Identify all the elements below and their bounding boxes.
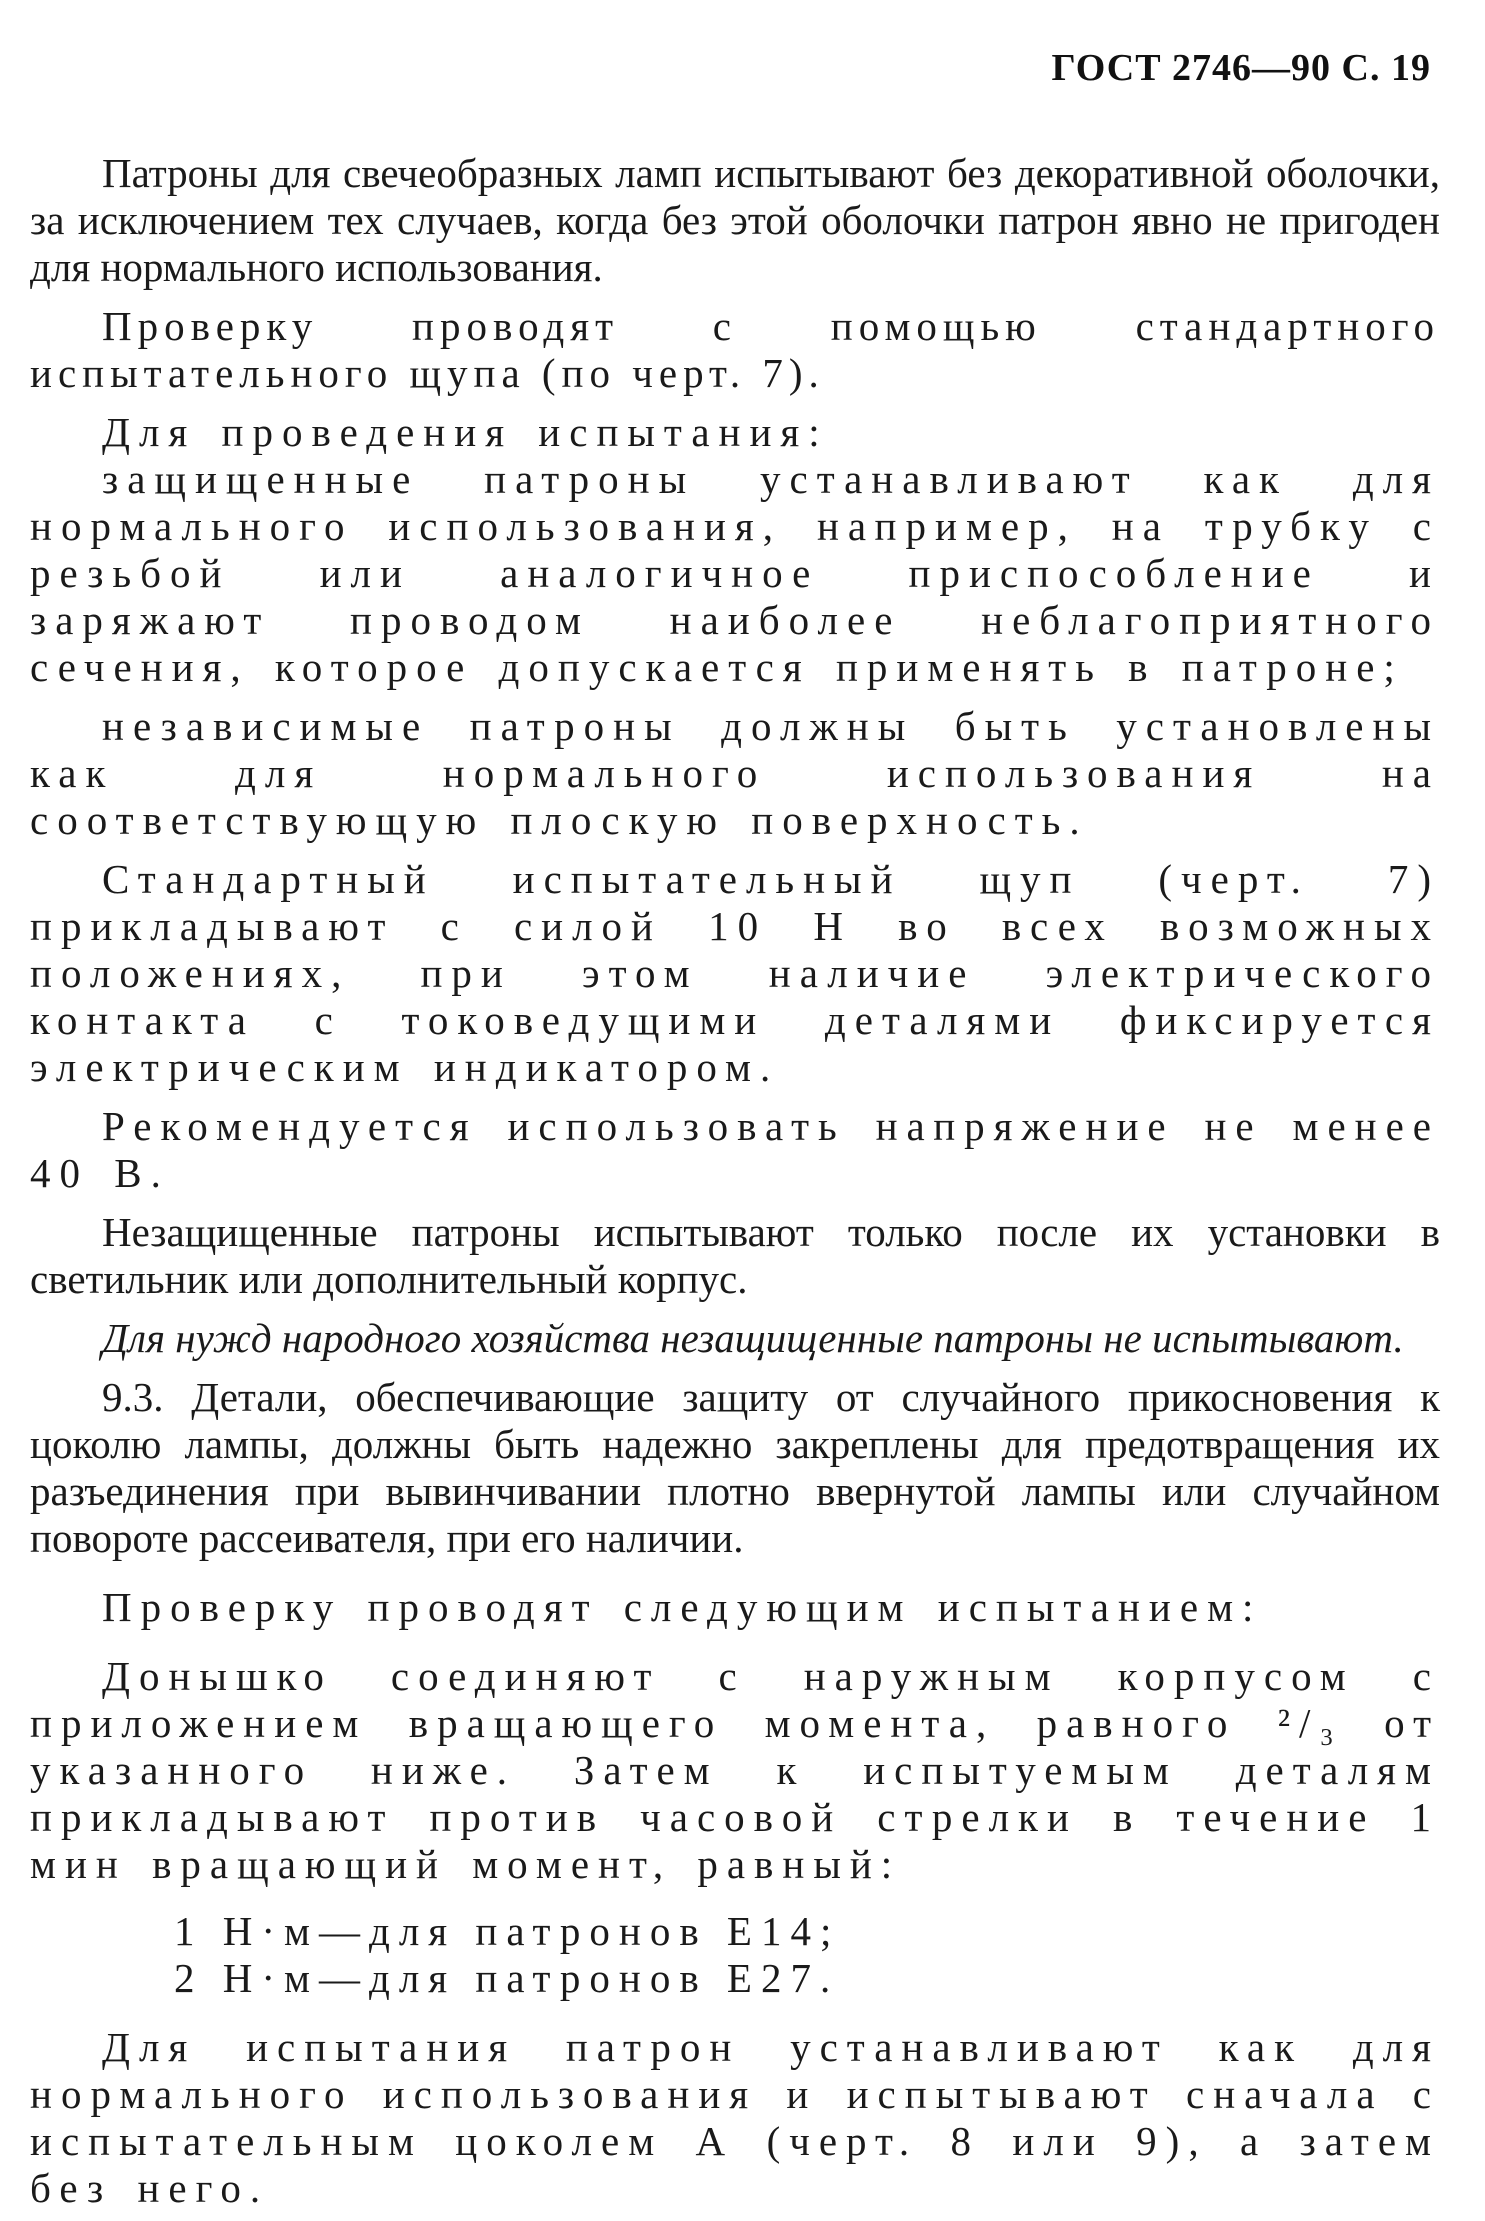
- paragraph-test-intro: Для проведения испытания:: [102, 409, 829, 455]
- paragraph-voltage: Рекомендуется использовать напряжение не менее 40 В.: [30, 1103, 1440, 1196]
- paragraph-test-cap: Для испытания патрон устанавливают как для нормального использования и испытывают сначала с испытательным цоколем А (черт. 8 или 9), а затем без него.: [30, 2024, 1440, 2211]
- paragraph-section-9-3: 9.3. Детали, обеспечивающие защиту от случайного прикосновения к цоколю лампы, должны быть надежно закреплены для предотвращения их разъединения при вывинчивании плотно ввернутой лампы или случайном повороте рассеивателя, при его наличии.: [30, 1374, 1440, 1561]
- paragraph-independent-holders: независимые патроны должны быть установлены как для нормального использования на соответствующую плоскую поверхность.: [30, 703, 1440, 843]
- paragraph-test-probe: Проверку проводят с помощью стандартного испытательного щупа (по черт. 7).: [30, 303, 1440, 396]
- torque-value-e27: 2 Н·м—для патронов Е27.: [174, 1955, 840, 2001]
- paragraph-protected-holders: защищенные патроны устанавливают как для нормального использования, например, на трубку с резьбой или аналогичное приспособление и заряжают проводом наиболее неблагоприятного сечения, которое допускается применять в патроне;: [30, 456, 1440, 690]
- paragraph-national-economy-note: Для нужд народного хозяйства незащищенные патроны не испытывают.: [102, 1315, 1404, 1361]
- paragraph-candle-lamps: Патроны для свечеобразных ламп испытывают без декоративной оболочки, за исключением тех случаев, когда без этой оболочки патрон явно не пригоден для нормального использования.: [30, 150, 1440, 290]
- paragraph-test-method: Проверку проводят следующим испытанием:: [102, 1584, 1263, 1630]
- paragraph-unprotected-holders: Незащищенные патроны испытывают только после их установки в светильник или дополнительный корпус.: [30, 1209, 1440, 1302]
- document-body: [30, 150, 1440, 2212]
- paragraph-torque-procedure: Донышко соединяют с наружным корпусом с приложением вращающего момента, равного ²/₃ от указанного ниже. Затем к испытуемым деталям прикладывают против часовой стрелки в течение 1 мин вращающий момент, равный:: [30, 1653, 1440, 1887]
- paragraph-probe-force: Стандартный испытательный щуп (черт. 7) прикладывают с силой 10 Н во всех возможных положениях, при этом наличие электрического контакта с токоведущими деталями фиксируется электрическим индикатором.: [30, 856, 1440, 1090]
- torque-value-e14: 1 Н·м—для патронов Е14;: [174, 1908, 841, 1954]
- page-header: ГОСТ 2746—90 С. 19: [1051, 47, 1431, 89]
